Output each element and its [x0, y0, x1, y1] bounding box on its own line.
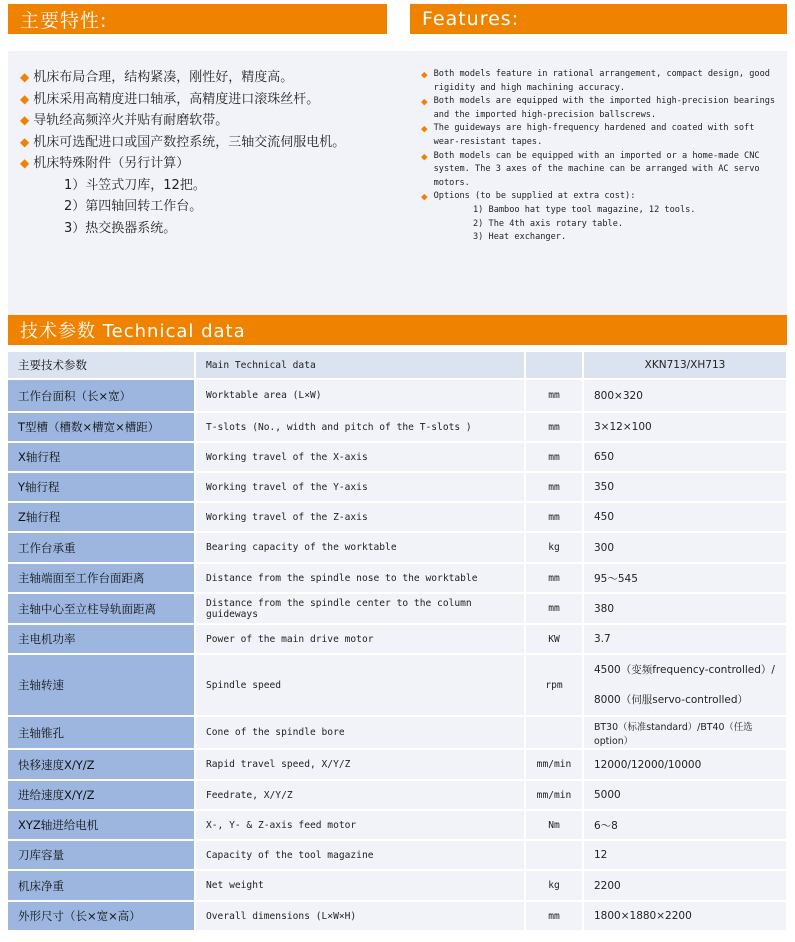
feature-zh-item: [20, 67, 390, 89]
param-en: Worktable area (L×W): [195, 379, 525, 412]
param-value: 1800×1880×2200: [583, 901, 787, 931]
feature-en-text: Options (to be supplied at extra cost):: [433, 191, 636, 202]
param-value: 12000/12000/10000: [583, 749, 787, 780]
param-zh: 主轴转速: [8, 654, 195, 716]
param-unit: mm: [525, 502, 583, 532]
param-value: 2200: [583, 870, 787, 901]
feature-en-text: Both models are equipped with the imported high-precision bearings and the imported high-precision ballscrews.: [433, 96, 776, 120]
feature-en-text: The guideways are high-frequency hardened and coated with soft wear-resistant tapes.: [433, 123, 755, 147]
param-en: Rapid travel speed, X/Y/Z: [195, 749, 525, 780]
feature-zh-item: [20, 110, 390, 132]
param-value: 650: [583, 442, 787, 472]
param-unit: mm: [525, 442, 583, 472]
table-row: [8, 442, 787, 472]
feature-en-item: [421, 122, 783, 149]
param-zh: 主轴中心至立柱导轨面距离: [8, 593, 195, 624]
features-zh-header: [8, 4, 387, 34]
diamond-bullet-icon: ◆: [20, 70, 30, 84]
param-value: 450: [583, 502, 787, 532]
feature-en-item: [421, 95, 783, 122]
diamond-bullet-icon: ◆: [20, 134, 30, 149]
feature-en-item: [421, 190, 783, 204]
param-zh: 工作台承重: [8, 532, 195, 563]
features-en-title: Features:: [422, 8, 520, 30]
param-en: Spindle speed: [195, 654, 525, 716]
param-value: 380: [583, 593, 787, 624]
param-unit: mm: [525, 563, 583, 593]
param-unit: mm/min: [525, 749, 583, 780]
param-value: 95～545: [583, 563, 787, 593]
param-zh: 刀库容量: [8, 840, 195, 870]
feature-zh-item: [20, 89, 390, 111]
param-value: [583, 654, 787, 716]
param-value: 800×320: [583, 379, 787, 412]
param-zh: T型槽（槽数×槽宽×槽距）: [8, 412, 195, 442]
table-row: [8, 412, 787, 442]
diamond-bullet-icon: ◆: [20, 91, 30, 106]
table-row: [8, 563, 787, 593]
technical-data-header: [8, 315, 787, 345]
feature-en-subitem: 1) Bamboo hat type tool magazine, 12 tools.: [473, 204, 696, 215]
technical-data-title: 技术参数 Technical data: [20, 321, 246, 342]
header-unit: [525, 352, 583, 379]
param-value: 12: [583, 840, 787, 870]
param-en: Working travel of the Z-axis: [195, 502, 525, 532]
param-zh: 外形尺寸（长×宽×高）: [8, 901, 195, 931]
feature-zh-text: 机床布局合理，结构紧凑，刚性好，精度高。: [33, 70, 294, 85]
feature-zh-subitem: 1）斗笠式刀库，12把。: [64, 177, 206, 193]
diamond-bullet-icon: ◆: [421, 122, 428, 136]
diamond-bullet-icon: ◆: [421, 95, 428, 109]
param-en: Distance from the spindle center to the column guideways: [195, 593, 525, 624]
param-value: 6～8: [583, 810, 787, 840]
table-row: [8, 532, 787, 563]
param-zh: 主轴端面至工作台面距离: [8, 563, 195, 593]
param-value: BT30（标准standard）/BT40（任选option）: [583, 716, 787, 749]
param-en: Working travel of the X-axis: [195, 442, 525, 472]
param-zh: 进给速度X/Y/Z: [8, 780, 195, 810]
features-panel: [8, 51, 787, 315]
param-unit: mm/min: [525, 780, 583, 810]
feature-zh-text: 机床采用高精度进口轴承，高精度进口滚珠丝杆。: [33, 91, 320, 107]
diamond-bullet-icon: ◆: [20, 156, 30, 170]
header-en: Main Technical data: [195, 352, 525, 379]
table-row: [8, 810, 787, 840]
feature-en-item: [421, 68, 783, 95]
param-unit: Nm: [525, 810, 583, 840]
param-zh: 机床净重: [8, 870, 195, 901]
param-zh: 主电机功率: [8, 624, 195, 654]
param-value: 3×12×100: [583, 412, 787, 442]
feature-zh-subitem: 3）热交换器系统。: [64, 220, 177, 236]
param-unit: KW: [525, 624, 583, 654]
feature-en-item: [421, 150, 783, 191]
feature-zh-item: [20, 153, 390, 175]
feature-zh-item: [20, 132, 390, 154]
feature-zh-text: 导轨经高频淬火并贴有耐磨软带。: [33, 113, 229, 128]
features-en-list: [421, 68, 783, 245]
table-row: [8, 502, 787, 532]
feature-en-subitem: 3) Heat exchanger.: [473, 232, 567, 243]
diamond-bullet-icon: ◆: [20, 113, 30, 127]
param-en: Bearing capacity of the worktable: [195, 532, 525, 563]
param-unit: mm: [525, 901, 583, 931]
param-zh: X轴行程: [8, 442, 195, 472]
param-value: 5000: [583, 780, 787, 810]
features-en-header: [410, 4, 787, 34]
table-row: [8, 593, 787, 624]
header-model: XKN713/XH713: [583, 352, 787, 379]
param-unit: kg: [525, 870, 583, 901]
param-zh: 快移速度X/Y/Z: [8, 749, 195, 780]
param-zh: 主轴锥孔: [8, 716, 195, 749]
feature-zh-text: 机床可选配进口或国产数控系统，三轴交流伺服电机。: [33, 134, 346, 150]
param-unit: mm: [525, 412, 583, 442]
param-unit: rpm: [525, 654, 583, 716]
param-unit: mm: [525, 593, 583, 624]
param-en: Power of the main drive motor: [195, 624, 525, 654]
param-zh: XYZ轴进给电机: [8, 810, 195, 840]
param-en: Distance from the spindle nose to the worktable: [195, 563, 525, 593]
table-row: [8, 870, 787, 901]
table-header-row: [8, 352, 787, 379]
feature-zh-subitem: 2）第四轴回转工作台。: [64, 199, 203, 214]
param-zh: Z轴行程: [8, 502, 195, 532]
param-zh: Y轴行程: [8, 472, 195, 502]
param-unit: kg: [525, 532, 583, 563]
table-row: [8, 472, 787, 502]
diamond-bullet-icon: ◆: [421, 149, 428, 163]
param-value-line: 4500（变频frequency-controlled）/: [594, 664, 775, 676]
feature-en-subitem: 2) The 4th axis rotary table.: [473, 218, 624, 229]
table-row: [8, 780, 787, 810]
diamond-bullet-icon: ◆: [421, 68, 428, 81]
param-unit: mm: [525, 472, 583, 502]
technical-data-table: [8, 352, 788, 932]
feature-en-text: Both models feature in rational arrangement, compact design, good rigidity and high machining accuracy.: [433, 69, 770, 93]
table-row: [8, 379, 787, 412]
features-zh-list: [20, 67, 390, 239]
table-row: [8, 840, 787, 870]
param-en: Capacity of the tool magazine: [195, 840, 525, 870]
param-value: 300: [583, 532, 787, 563]
table-row: [8, 654, 787, 716]
diamond-bullet-icon: ◆: [421, 190, 428, 204]
table-row: [8, 624, 787, 654]
param-en: Working travel of the Y-axis: [195, 472, 525, 502]
param-value-line: 8000（伺服servo-controlled）: [594, 694, 749, 706]
param-unit: [525, 716, 583, 749]
param-unit: mm: [525, 379, 583, 412]
feature-zh-text: 机床特殊附件（另行计算）: [33, 156, 190, 171]
param-unit: [525, 840, 583, 870]
param-en: X-, Y- & Z-axis feed motor: [195, 810, 525, 840]
param-zh: 工作台面积（长×宽）: [8, 379, 195, 412]
param-en: T-slots (No., width and pitch of the T-slots ): [195, 412, 525, 442]
table-row: [8, 901, 787, 931]
param-en: Overall dimensions (L×W×H): [195, 901, 525, 931]
table-row: [8, 749, 787, 780]
param-en: Net weight: [195, 870, 525, 901]
param-en: Feedrate, X/Y/Z: [195, 780, 525, 810]
param-en: Cone of the spindle bore: [195, 716, 525, 749]
param-value: 350: [583, 472, 787, 502]
param-value: 3.7: [583, 624, 787, 654]
feature-en-text: Both models can be equipped with an imported or a home-made CNC system. The 3 axes of the machine can be arranged with AC servo motors.: [433, 150, 760, 188]
table-row: [8, 716, 787, 749]
features-zh-title: 主要特性:: [20, 9, 108, 32]
header-zh: 主要技术参数: [8, 352, 195, 379]
